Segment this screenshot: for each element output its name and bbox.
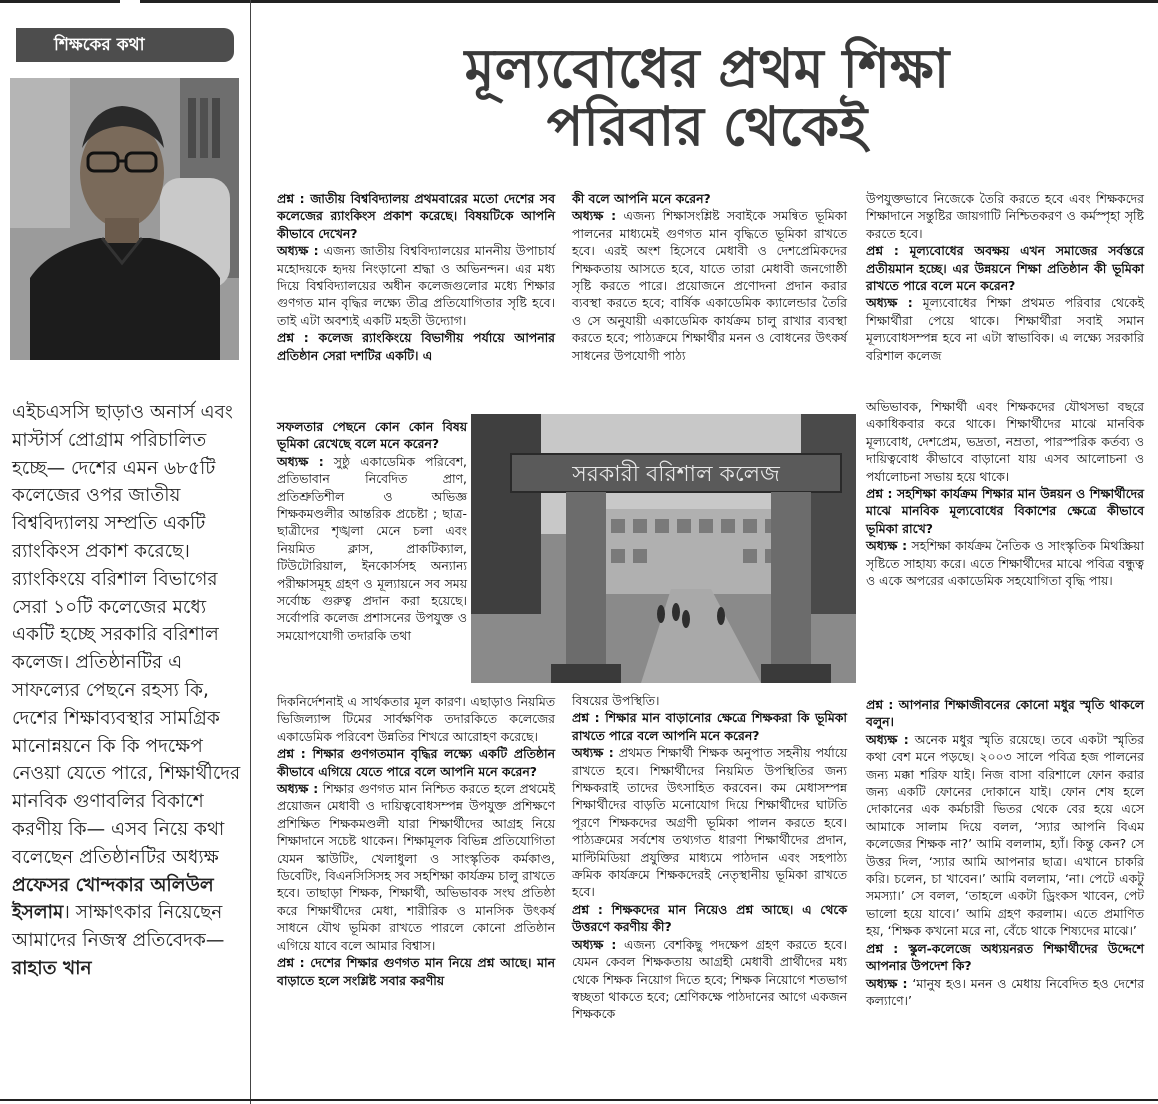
top-rule (0, 0, 1158, 10)
answer: অধ্যক্ষ : এজন্য জাতীয় বিশ্ববিদ্যালয়ের মাননীয় উপাচার্য মহোদয়কে হৃদয় নিংড়ানো শ্রদ্ধা ও অভিনন্দন। এর মধ্য দিয়ে বিশ্ববিদ্যালয়ের অধীন কলেজগুলোর মধ্যে শিক্ষার গুণগত মান বৃদ্ধির লক্ষ্যে তীব্র প্রতিযোগিতার সৃষ্টি হবে। তাই এটা অবশ্যই একটি মহতী উদ্যোগ। (277, 243, 556, 328)
question: প্রশ্ন : স্কুল-কলেজে অধ্যয়নরত শিক্ষার্থীদের উদ্দেশে আপনার উপদেশ কি? (866, 940, 1144, 974)
question: সফলতার পেছনে কোন কোন বিষয় ভূমিকা রেখেছে বলে মনে করেন? (277, 419, 467, 452)
question: প্রশ্ন : শিক্ষার মান বাড়ানোর ক্ষেত্রে শিক্ষকরা কি ভূমিকা রাখতে পারে বলে আপনি মনে করেন? (572, 710, 847, 743)
question: প্রশ্ন : কলেজ র‍্যাংকিংয়ে বিভাগীয় পর্যায়ে আপনার প্রতিষ্ঠান সেরা দশটির একটি। এ (277, 330, 555, 363)
question: প্রশ্ন : মূল্যবোধের অবক্ষয় এখন সমাজের সর্বস্তরে প্রতীয়মান হচ্ছে। এর উন্নয়নে শিক্ষা প্রতিষ্ঠান কী ভূমিকা রাখতে পারে বলে মনে করেন? (866, 243, 1144, 294)
headline (262, 37, 1152, 158)
answer: অধ্যক্ষ : প্রথমত শিক্ষার্থী শিক্ষক অনুপাত সহনীয় পর্যায়ে রাখতে হবে। শিক্ষার্থীদের নিয়মিত উপস্থিতির জন্য শিক্ষকরাই তাদের উৎসাহিত করবেন। কম মেধাসম্পন্ন শিক্ষার্থীদের বাড়তি মনোযোগ দিয়ে শিক্ষার্থীদের ঘাটতি পূরণে শিক্ষকদের অগ্রণী ভূমিকা পালন করতে হবে। পাঠ্যক্রমের সর্বশেষ তথ্যগত ধারণা শিক্ষার্থীদের প্রদান, মাল্টিমিডিয়া প্রযুক্তির মাধ্যমে পাঠদান এবং সহপাঠ্য ক্রমিক কার্যক্রমে শিক্ষকদেরই নেতৃস্থানীয় ভূমিকা রাখতে হবে। (572, 745, 847, 900)
question: কী বলে আপনি মনে করেন? (572, 191, 711, 206)
column-1-middle (277, 418, 467, 644)
question: প্রশ্ন : আপনার শিক্ষাজীবনের কোনো মধুর স্মৃতি থাকলে বলুন। (866, 697, 1144, 730)
intro-paragraph: এইচএসসি ছাড়াও অনার্স এবং মাস্টার্স প্রোগ্রাম পরিচালিত হচ্ছে— দেশের এমন ৬৮৫টি কলেজের ওপর জাতীয় বিশ্ববিদ্যালয় সম্প্রতি একটি র‍্যাংকিংস প্রকাশ করেছে। র‍্যাংকিংয়ে বরিশাল বিভাগের সেরা ১০টি কলেজের মধ্যে একটি হচ্ছে সরকারি বরিশাল কলেজ। প্রতিষ্ঠানটির এ সাফল্যের পেছনে রহস্য কি, দেশের শিক্ষাব্যবস্থার সামগ্রিক মানোন্নয়নে কি কি পদক্ষেপ নেওয়া যেতে পারে, শিক্ষার্থীদের মানবিক গুণাবলির বিকাশে করণীয় কি— এসব নিয়ে কথা বলেছেন প্রতিষ্ঠানটির অধ্যক্ষ প্রফেসর খোন্দকার অলিউল ইসলাম। সাক্ষাৎকার নিয়েছেন আমাদের নিজস্ব প্রতিবেদক—রাহাত খান (12, 402, 241, 979)
answer: অধ্যক্ষ : অনেক মধুর স্মৃতি রয়েছে। তবে একটা স্মৃতির কথা বেশ মনে পড়ছে। ২০০৩ সালে পবিত্র হজ পালনের জন্য মক্কা শরিফ যাই। নিজ বাসা বরিশালে ফোন করার জন্য একটি ফোনের দোকানে যাই। ফোন শেষ হলে দোকানের এক কর্মচারী ভিতর থেকে বের হয়ে এসে আমাকে সালাম দিয়ে বলল, ‘স্যার আপনি বিএম কলেজের শিক্ষক না?’ আমি বললাম, হ্যাঁ। কিন্তু কেন? সে উত্তর দিল, ‘স্যার আমি আপনার ছাত্র। এখানে চাকরি করি। চলেন, চা খাবেন।’ আমি বললাম, ‘না। পেটে একটু সমস্যা।’ সে বলল, ‘তাহলে একটা ড্রিংকস খাবেন, পেট ভালো হয়ে যাবে।’ আমি গ্রহণ করলাম। এতে প্রমাণিত হয়, ‘শিক্ষক কখনো মরে না, বেঁচে থাকে শিষ্যদের মাঝে।’ (866, 731, 1144, 939)
college-gate-photo (471, 414, 856, 683)
answer: অধ্যক্ষ : এজন্য শিক্ষাসংশ্লিষ্ট সবাইকে সমন্বিত ভূমিকা পালনের মাধ্যমেই গুণগত মান বৃদ্ধিতে ভূমিকা রাখতে হবে। এরই অংশ হিসেবে মেধাবী ও দেশপ্রেমিকদের শিক্ষকতায় আসতে হবে, যাতে তারা মেধাবী জনগোষ্ঠী সৃষ্টি করতে পারে। প্রয়োজনে প্রণোদনা প্রদান করার ব্যবস্থা করতে হবে; বার্ষিক একাডেমিক ক্যালেন্ডার তৈরি ও সে অনুযায়ী একাডেমিক কার্যক্রম চালু রাখার ব্যবস্থা করতে হবে; পাঠ্যক্রমে শিক্ষার্থীর মনন ও বোধনের উৎকর্ষ সাধনের উপযোগী পাঠ্য (572, 208, 847, 363)
answer: দিকনির্দেশনাই এ সার্থকতার মূল কারণ। এছাড়াও নিয়মিত ভিজিল্যান্স টিমের সার্বক্ষণিক তদারকিতে কলেজের একাডেমিক পরিবেশ উন্নতির শিখরে আরোহণ করেছে। (277, 694, 555, 744)
portrait-photo (10, 78, 239, 360)
column-3-bottom (866, 696, 1144, 1009)
question: প্রশ্ন : শিক্ষকদের মান নিয়েও প্রশ্ন আছে। এ থেকে উত্তরণে করণীয় কী? (572, 901, 847, 935)
headline-line-1: মূল্যবোধের প্রথম শিক্ষা (464, 37, 950, 100)
answer: অধ্যক্ষ : সুষ্ঠু একাডেমিক পরিবেশ, প্রতিভাবান নিবেদিত প্রাণ, প্রতিশ্রুতিশীল ও অভিজ্ঞ শিক্ষকমণ্ডলীর আন্তরিক প্রচেষ্টা ; ছাত্র-ছাত্রীদের শৃঙ্খলা মেনে চলা এবং নিয়মিত ক্লাস, প্রাকটিক্যাল, টিউটোরিয়াল, ইনকোর্সসহ অন্যান্য পরীক্ষাসমূহ গ্রহণ ও মূল্যায়নে সব সময় সর্বোচ্চ গুরুত্ব প্রদান করা হয়েছে। সর্বোপরি কলেজ প্রশাসনের উপযুক্ত ও সময়োপযোগী তদারকি তথা (277, 453, 467, 643)
answer: অধ্যক্ষ : মূল্যবোধের শিক্ষা প্রথমত পরিবার থেকেই শিক্ষার্থীরা পেয়ে থাকে। শিক্ষার্থীরা সবাই সমান মূল্যবোধসম্পন্ন হবে না এটা স্বাভাবিক। এ লক্ষ্যে সরকারি বরিশাল কলেজ (866, 295, 1144, 363)
reporter-name: রাহাত খান (12, 957, 92, 979)
principal-name: প্রফেসর খোন্দকার অলিউল ইসলাম (12, 874, 214, 924)
headline-line-2: পরিবার থেকেই (546, 95, 868, 158)
answer: অধ্যক্ষ : সহশিক্ষা কার্যক্রম নৈতিক ও সাংস্কৃতিক মিথস্ক্রিয়া সৃষ্টিতে সাহায্য করে। এতে শিক্ষার্থীদের মাঝে পবিত্র বন্ধুত্ব ও একে অপরের একাডেমিক সহযোগিতা বৃদ্ধি পায়। (866, 538, 1144, 589)
answer: অধ্যক্ষ : এজন্য বেশকিছু পদক্ষেপ গ্রহণ করতে হবে। যেমন কেবল শিক্ষকতায় আগ্রহী মেধাবী প্রার্থীদের মধ্য থেকে শিক্ষক নিয়োগ দিতে হবে; শিক্ষক নিয়োগে শতভাগ স্বচ্ছতা থাকতে হবে; শ্রেণিকক্ষে পাঠদানের আগে একজন শিক্ষককে (572, 936, 847, 1022)
question: প্রশ্ন : দেশের শিক্ষার গুণগত মান নিয়ে প্রশ্ন আছে। মান বাড়াতে হলে সংশ্লিষ্ট সবার করণীয় (277, 955, 555, 988)
column-2-bottom (572, 692, 847, 1023)
column-2-top (572, 190, 847, 364)
column-3-top (866, 190, 1144, 364)
column-1-top (277, 190, 555, 364)
bottom-rule (0, 1099, 1158, 1101)
answer: অধ্যক্ষ : শিক্ষার গুণগত মান নিশ্চিত করতে হলে প্রথমেই প্রয়োজন মেধাবী ও দায়িত্ববোধসম্পন্ন উপযুক্ত প্রশিক্ষণে প্রশিক্ষিত শিক্ষকমণ্ডলী যারা শিক্ষার্থীদের আগ্রহ নিয়ে শিক্ষাদানে সচেষ্ট থাকেন। শিক্ষামূলক বিভিন্ন প্রতিযোগিতা যেমন স্কাউটিং, খেলাধুলা ও সাংস্কৃতিক কর্মকাণ্ড, ডিবেটিং, বিএনসিসিসহ সব সহশিক্ষা কার্যক্রম চালু রাখতে হবে। তাছাড়া শিক্ষক, শিক্ষার্থী, অভিভাবক সংঘ প্রতিষ্ঠা করে শিক্ষার্থীদের মেধা, শারীরিক ও মানসিক উৎকর্ষ সাধনে যৌথ ভূমিকা রাখতে পারলে কোনো প্রতিষ্ঠান এগিয়ে যাবে বলে আমার বিশ্বাস। (277, 781, 555, 953)
gate-sign-text: সরকারী বরিশাল কলেজ (572, 462, 780, 487)
section-label: শিক্ষকের কথা (16, 28, 234, 62)
question: প্রশ্ন : শিক্ষার গুণগতমান বৃদ্ধির লক্ষ্যে একটি প্রতিষ্ঠান কীভাবে এগিয়ে যেতে পারে বলে আপনি মনে করেন? (277, 746, 555, 779)
answer: অধ্যক্ষ : ‘মানুষ হও। মনন ও মেধায় নিবেদিত হও দেশের কল্যাণে।’ (866, 975, 1145, 1008)
answer: বিষয়ের উপস্থিতি। (572, 693, 660, 708)
column-1-bottom (277, 693, 555, 989)
question: প্রশ্ন : সহশিক্ষা কার্যক্রম শিক্ষার মান উন্নয়ন ও শিক্ষার্থীদের মাঝে মানবিক মূল্যবোধের বিকাশের ক্ষেত্রে কীভাবে ভূমিকা রাখে? (866, 486, 1144, 536)
question: প্রশ্ন : জাতীয় বিশ্ববিদ্যালয় প্রথমবারের মতো দেশের সব কলেজের র‍্যাংকিংস প্রকাশ করেছে। বিষয়টিকে আপনি কীভাবে দেখেন? (277, 191, 555, 241)
answer: উপযুক্তভাবে নিজেকে তৈরি করতে হবে এবং শিক্ষকদের শিক্ষাদানে সন্তুষ্টির জায়গাটি নিশ্চিতকরণ ও কর্মস্পৃহা সৃষ্টি করতে হবে। (866, 191, 1144, 241)
answer: অভিভাবক, শিক্ষার্থী এবং শিক্ষকদের যৌথসভা বছরে একাধিকবার করে থাকে। শিক্ষার্থীদের মাঝে মানবিক মূল্যবোধ, দেশপ্রেম, ভদ্রতা, নম্রতা, পারস্পরিক কর্তব্য ও দায়িত্ববোধ কীভাবে বাড়ানো যায় এসব আলোচনা ও পর্যালোচনা সভায় হয়ে থাকে। (866, 399, 1144, 484)
column-divider (250, 0, 251, 1104)
column-3-middle (866, 398, 1144, 589)
